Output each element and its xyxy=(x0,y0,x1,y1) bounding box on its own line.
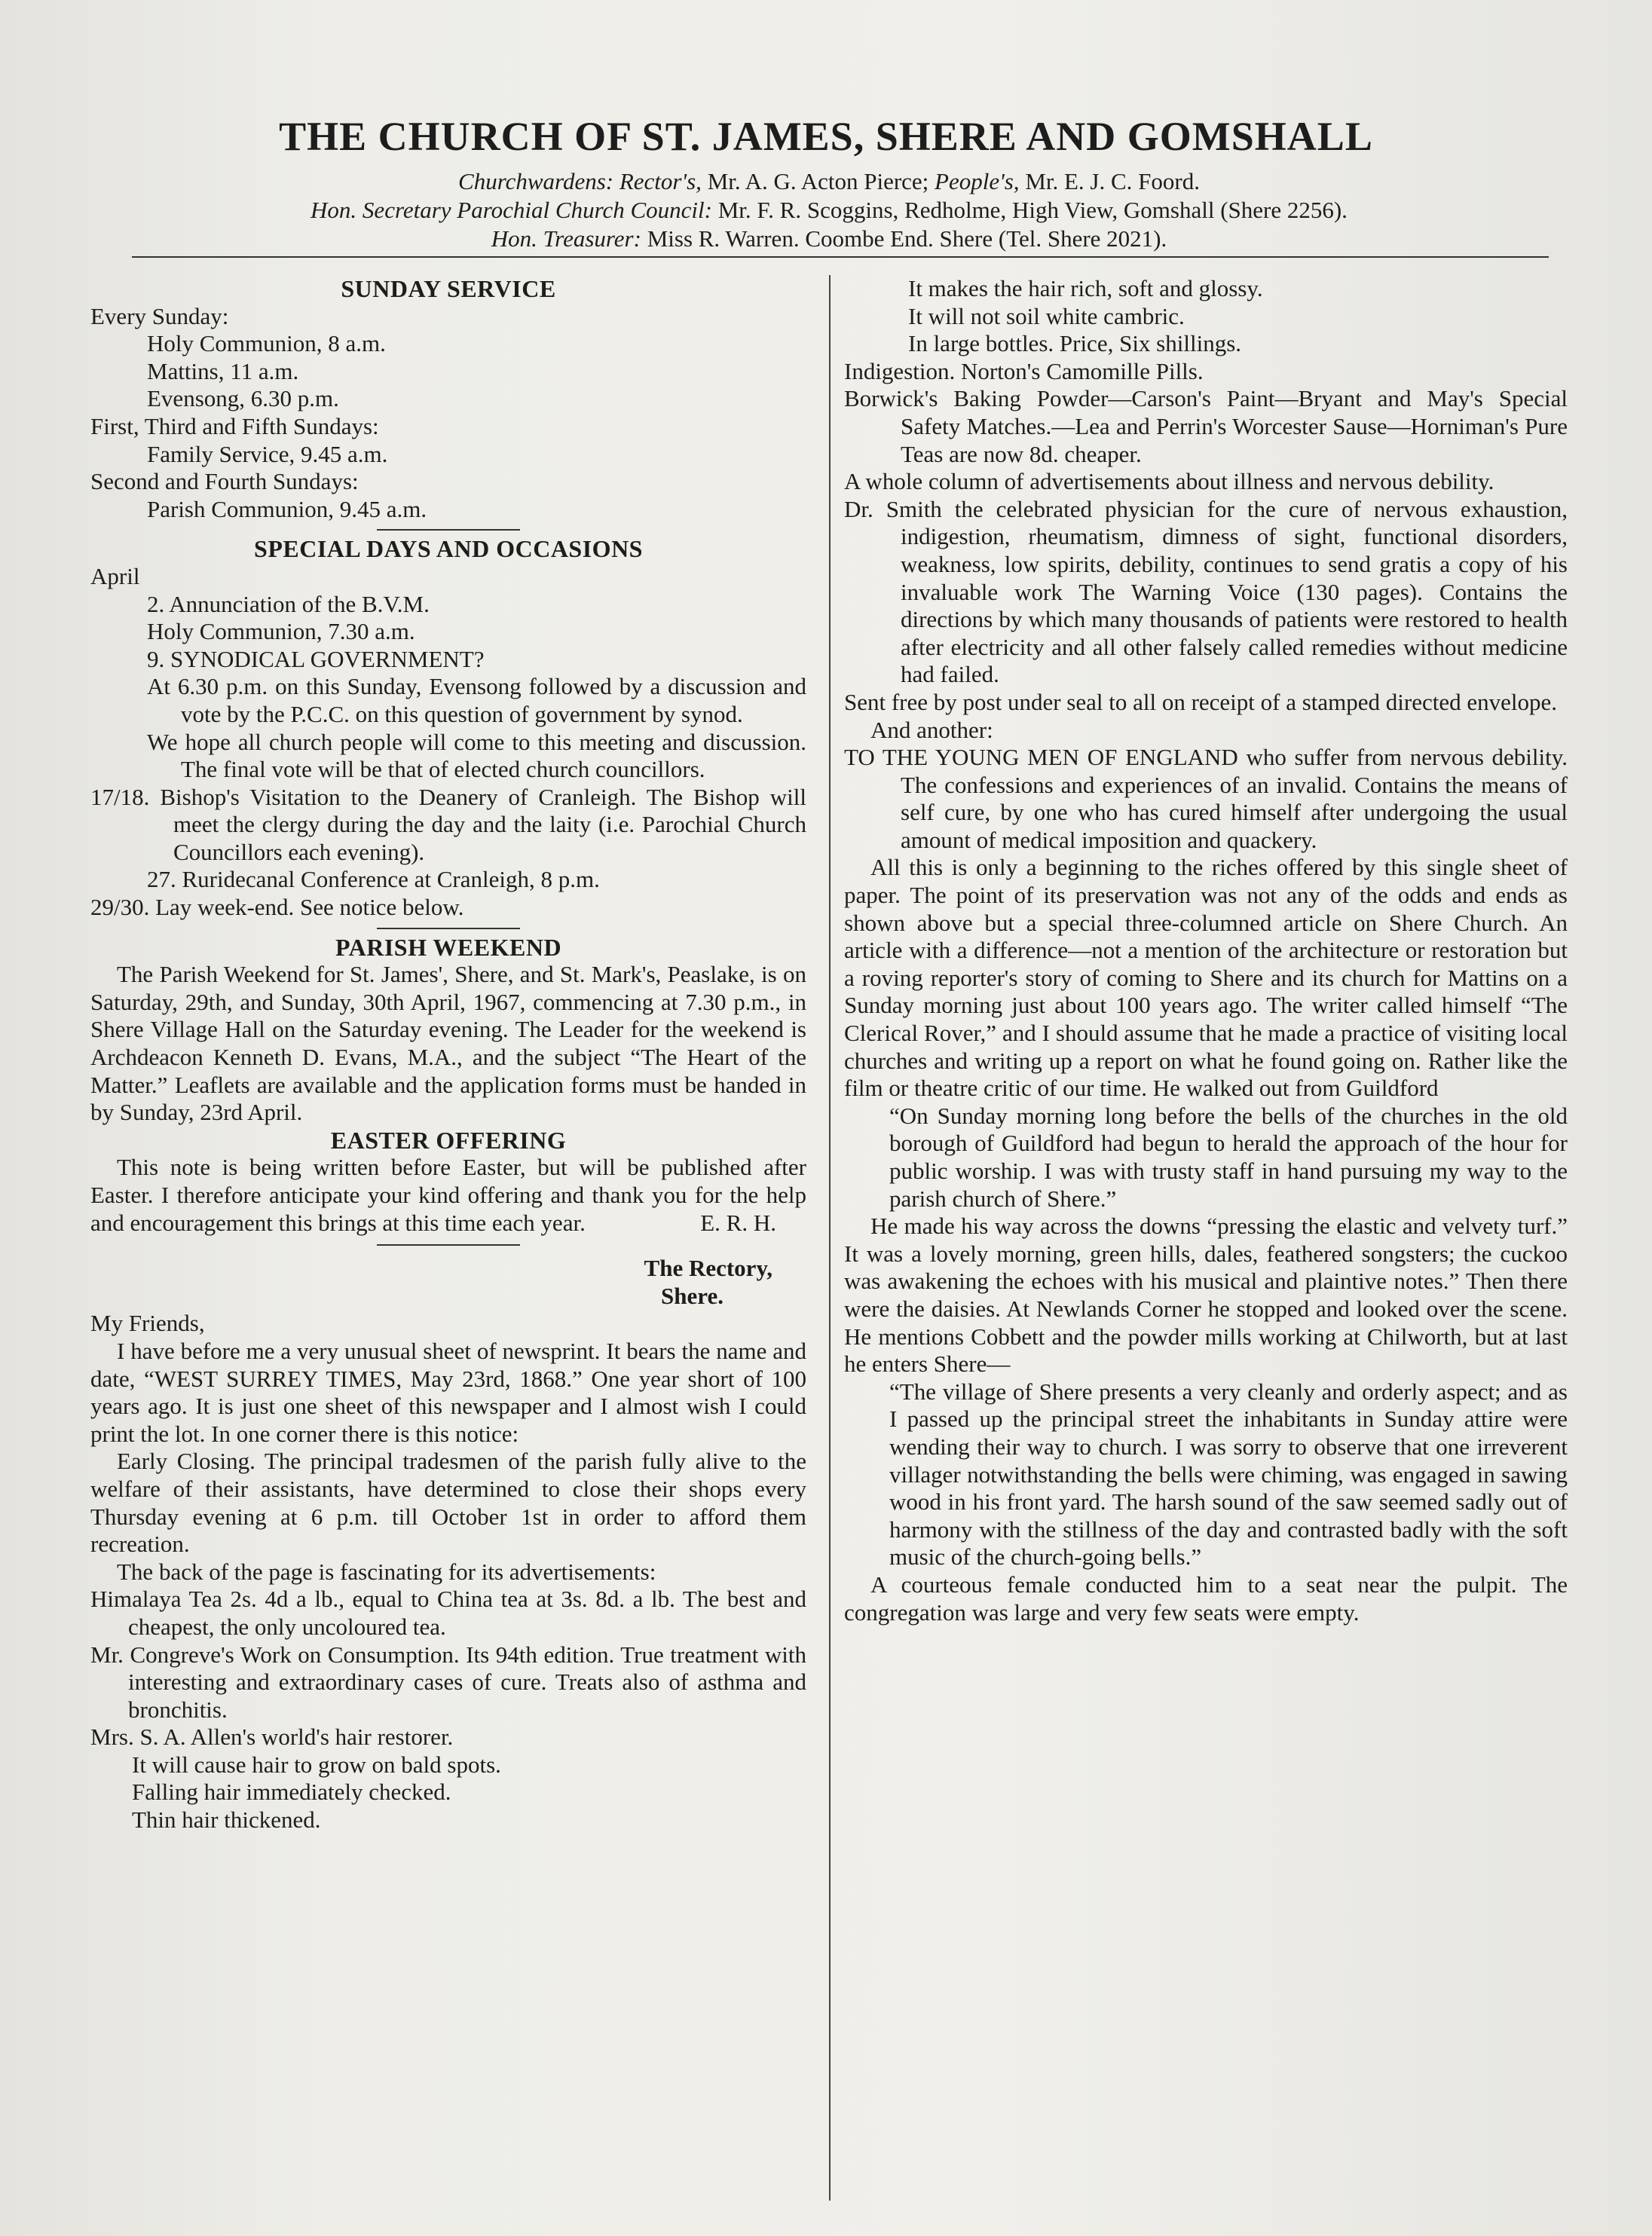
advert-line: Thin hair thickened. xyxy=(132,1806,321,1834)
event-item: 2. Annunciation of the B.V.M. xyxy=(147,590,430,617)
service-line: Family Service, 9.45 a.m. xyxy=(147,440,388,467)
secretary-name: Mr. F. R. Scoggins, Redholme, High View, Gomshall (Shere 2256). xyxy=(717,197,1348,223)
section-rule xyxy=(377,928,520,929)
letter-address-line2: Shere. xyxy=(661,1282,724,1309)
letter-paragraph: Early Closing. The principal tradesmen of the parish fully alive to the welfare of their assistants, have determined to close their shops every Thursday evening at 6 p.m. till October 1st in order to afford them recreation. xyxy=(90,1448,806,1558)
section-rule xyxy=(377,1244,520,1246)
month-label: April xyxy=(90,562,140,589)
page-title: THE CHURCH OF ST. JAMES, SHERE AND GOMSHALL xyxy=(279,114,1373,159)
event-item: 9. SYNODICAL GOVERNMENT? xyxy=(147,645,485,672)
section-rule xyxy=(377,529,520,531)
letter-paragraph: He made his way across the downs “pressing the elastic and velvety turf.” It was a lovely morning, green hills, dales, feathered songsters; the cuckoo was awakening the echoes with his musical and plaintive notes.” Then there were the daisies. At Newlands Corner he stopped and looked over the scene. He mentions Cobbett and the powder mills working at Chilworth, but at last he enters Shere— xyxy=(844,1213,1568,1378)
advert-line: Falling hair immediately checked. xyxy=(132,1779,451,1806)
event-item: 27. Ruridecanal Conference at Cranleigh, 8 p.m. xyxy=(147,866,600,893)
easter-text: This note is being written before Easter, but will be published after Easter. I therefore anticipate your kind offering and thank you for the help and encouragement this brings at this time each year. xyxy=(90,1154,806,1236)
advert-line: It makes the hair rich, soft and glossy. xyxy=(908,275,1263,301)
treasurer-line xyxy=(113,225,1545,253)
easter-offering-heading: EASTER OFFERING xyxy=(330,1126,567,1154)
advert-item: Dr. Smith the celebrated physician for the cure of nervous exhaustion, indigestion, rheumatism, dimness of sight, functional disorders, weakness, low spirits, debility, continues to send gratis a copy of his invaluable work The Warning Voice (130 pages). Contains the directions by which many thousands of patients were restored to health after electricity and all other falsely called remedies without medicine had failed. xyxy=(844,495,1568,688)
letter-salutation: My Friends, xyxy=(90,1310,205,1337)
event-detail: Holy Communion, 7.30 a.m. xyxy=(147,618,415,645)
advert-item: Mr. Congreve's Work on Consumption. Its 94th edition. True treatment with interesting and extraordinary cases of cure. Treats also of asthma and bronchitis. xyxy=(90,1641,806,1723)
advert-item: Himalaya Tea 2s. 4d a lb., equal to China tea at 3s. 8d. a lb. The best and cheapest, the only uncoloured tea. xyxy=(90,1586,806,1640)
secretary-label: Hon. Secretary Parochial Church Council: xyxy=(311,197,712,223)
letter-paragraph: A courteous female conducted him to a seat near the pulpit. The congregation was large and very few seats were empty. xyxy=(844,1571,1568,1626)
service-line: Evensong, 6.30 p.m. xyxy=(147,385,339,412)
rectors-warden: Mr. A. G. Acton Pierce; xyxy=(707,168,929,194)
left-column xyxy=(90,275,806,1834)
quoted-passage: “The village of Shere presents a very cleanly and orderly aspect; and as I passed up the principal street the inhabitants in Sunday attire were wending their way to church. I was sorry to observe that one irreverent villager notwithstanding the bells were chiming, was engaged in sawing wood in his front yard. The harsh sound of the saw seemed sadly out of harmony with the stillness of the day and contrasted badly with the soft music of the church-going bells.” xyxy=(889,1378,1568,1571)
treasurer-label: Hon. Treasurer: xyxy=(491,225,641,252)
header-divider xyxy=(132,256,1549,258)
right-column xyxy=(844,275,1568,1626)
quoted-passage: “On Sunday morning long before the bells of the churches in the old borough of Guildford had begun to herald the approach of the hour for public worship. I was with trusty staff in hand pursuing my way to the parish church of Shere.” xyxy=(889,1102,1568,1212)
parish-weekend-text: The Parish Weekend for St. James', Shere, and St. Mark's, Peaslake, is on Saturday, 29th, and Sunday, 30th April, 1967, commencing at 7.30 p.m., in Shere Village Hall on the Saturday evening. The Leader for the weekend is Archdeacon Kenneth D. Evans, M.A., and the subject “The Heart of the Matter.” Leaflets are available and the application forms must be handed in by Sunday, 23rd April. xyxy=(90,961,806,1126)
peoples-warden: Mr. E. J. C. Foord. xyxy=(1025,168,1200,194)
service-line: First, Third and Fifth Sundays: xyxy=(90,412,379,439)
letter-paragraph: All this is only a beginning to the riches offered by this single sheet of paper. The point of its preservation was not any of the odds and ends as shown above but a special three-columned article on Shere Church. An article with a difference—not a mention of the architecture or restoration but a roving reporter's story of coming to Shere and its church for Mattins on a Sunday morning just about 100 years ago. The writer called himself “The Clerical Rover,” and I should assume that he made a practice of visiting local churches and writing up a report on what he found going on. Rather like the film or theatre critic of our time. He walked out from Guildford xyxy=(844,854,1568,1102)
easter-initials: E. R. H. xyxy=(700,1209,776,1236)
advert-item: Sent free by post under seal to all on receipt of a stamped directed envelope. xyxy=(844,688,1558,715)
special-days-heading: SPECIAL DAYS AND OCCASIONS xyxy=(254,535,643,563)
service-line: Parish Communion, 9.45 a.m. xyxy=(147,495,427,522)
event-item: 17/18. Bishop's Visitation to the Deanery of Cranleigh. The Bishop will meet the clergy during the day and the laity (i.e. Parochial Church Councillors each evening). xyxy=(90,783,806,865)
event-detail: At 6.30 p.m. on this Sunday, Evensong followed by a discussion and vote by the P.C.C. on this question of government by synod. xyxy=(147,673,806,727)
column-divider xyxy=(829,275,831,2201)
sunday-service-heading: SUNDAY SERVICE xyxy=(341,275,556,302)
event-item: 29/30. Lay week-end. See notice below. xyxy=(90,894,464,921)
churchwardens-label: Churchwardens: Rector's, xyxy=(458,168,702,194)
officers-block xyxy=(113,167,1545,253)
advert-item: Indigestion. Norton's Camomille Pills. xyxy=(844,357,1204,384)
advert-line: It will not soil white cambric. xyxy=(908,302,1185,329)
letter-paragraph: The back of the page is fascinating for its advertisements: xyxy=(117,1558,656,1585)
service-line: Holy Communion, 8 a.m. xyxy=(147,330,386,357)
advert-intro: And another: xyxy=(870,716,993,743)
advert-line: It will cause hair to grow on bald spots. xyxy=(132,1751,501,1778)
peoples-label: People's, xyxy=(935,168,1020,194)
service-line: Mattins, 11 a.m. xyxy=(147,357,299,384)
advert-item: A whole column of advertisements about illness and nervous debility. xyxy=(844,468,1494,495)
letter-address-line1: The Rectory, xyxy=(644,1255,772,1282)
treasurer-name: Miss R. Warren. Coombe End. Shere (Tel. Shere 2021). xyxy=(647,225,1167,252)
advert-line: In large bottles. Price, Six shillings. xyxy=(908,330,1242,357)
service-line: Every Sunday: xyxy=(90,302,229,329)
letter-paragraph: I have before me a very unusual sheet of newsprint. It bears the name and date, “WEST SURREY TIMES, May 23rd, 1868.” One year short of 100 years ago. It is just one sheet of this newspaper and I almost wish I could print the lot. In one corner there is this notice: xyxy=(90,1337,806,1447)
advert-item: Borwick's Baking Powder—Carson's Paint—Bryant and May's Special Safety Matches.—Lea and Perrin's Worcester Sause—Horniman's Pure Teas are now 8d. cheaper. xyxy=(844,385,1568,467)
advert-item: Mrs. S. A. Allen's world's hair restorer. xyxy=(90,1724,454,1751)
event-detail: We hope all church people will come to this meeting and discussion. The final vote will be that of elected church councillors. xyxy=(147,728,806,783)
easter-offering-text xyxy=(90,1154,806,1237)
churchwardens-line xyxy=(113,167,1545,196)
secretary-line xyxy=(113,196,1545,225)
parish-weekend-heading: PARISH WEEKEND xyxy=(335,933,562,961)
service-line: Second and Fourth Sundays: xyxy=(90,468,359,495)
advert-item: TO THE YOUNG MEN OF ENGLAND who suffer from nervous debility. The confessions and experiences of an invalid. Contains the means of self cure, by one who has cured himself after undergoing the usual amount of medical imposition and quackery. xyxy=(844,744,1568,853)
